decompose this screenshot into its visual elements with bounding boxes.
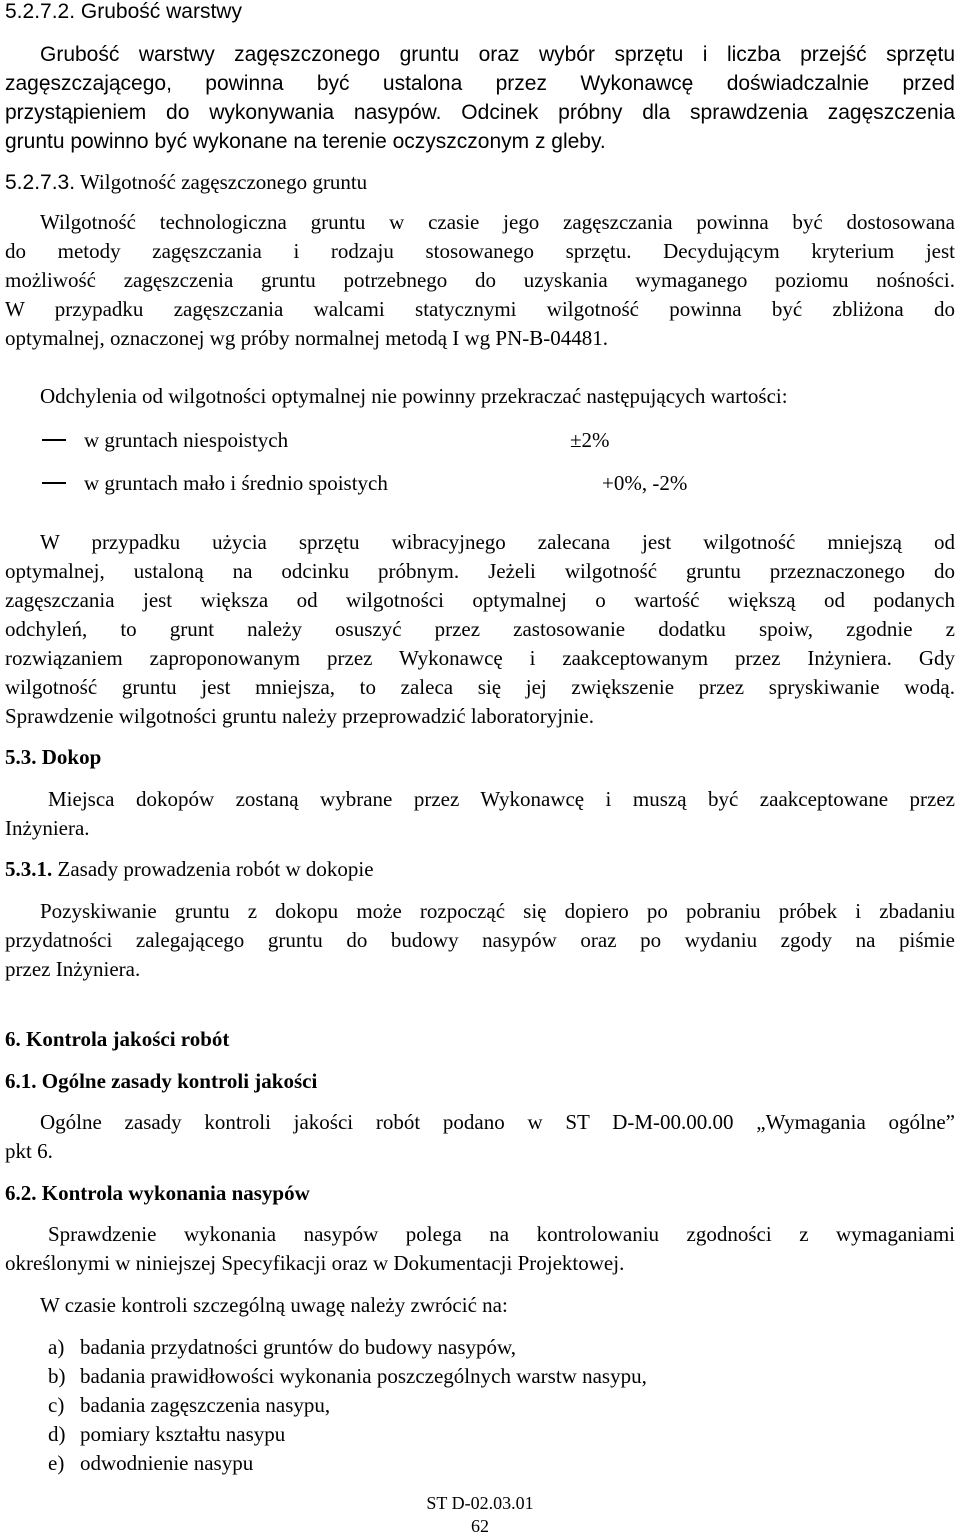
list-marker: a) [48, 1335, 65, 1359]
section-heading-531 [5, 855, 374, 884]
section-heading-62: 6.2. Kontrola wykonania nasypów [5, 1181, 310, 1205]
section-title: Zasady prowadzenia robót w dokopie [57, 857, 374, 881]
list-item [48, 1449, 253, 1478]
paragraph-line: Miejsca dokopów zostaną wybrane przez Wykonawcę i muszą być zaakceptowane przez [48, 787, 955, 811]
paragraph-line: optymalnej, oznaczonej wg próby normalnej metodą I wg PN-B-04481. [5, 326, 609, 350]
dash-bullet [42, 482, 66, 484]
section-heading-53: 5.3. Dokop [5, 745, 102, 769]
section-number: 5.3.1. [5, 857, 53, 881]
list-marker: b) [48, 1364, 66, 1388]
paragraph-line: Ogólne zasady kontroli jakości robót podano w ST D-M-00.00.00 „Wymagania ogólne” [40, 1110, 955, 1134]
deviation-label: w gruntach niespoistych [84, 428, 289, 452]
paragraph-line: Pozyskiwanie gruntu z dokopu może rozpocząć się dopiero po pobraniu próbek i zbadaniu [40, 899, 955, 923]
dash-bullet [42, 439, 66, 441]
paragraph-line: Sprawdzenie wilgotności gruntu należy przeprowadzić laboratoryjnie. [5, 704, 594, 728]
list-item [48, 1333, 516, 1362]
list-marker: d) [48, 1422, 66, 1446]
list-text: odwodnienie nasypu [80, 1451, 254, 1475]
paragraph-line: Wilgotność technologiczna gruntu w czasie jego zagęszczania powinna być dostosowana [40, 210, 955, 234]
section-title: Wilgotność zagęszczonego gruntu [79, 170, 368, 194]
list-item [48, 1362, 647, 1391]
list-text: badania przydatności gruntów do budowy nasypów, [80, 1335, 517, 1359]
list-item [48, 1391, 330, 1420]
paragraph-line: zagęszczania jest większa od wilgotności optymalnej o wartość większą od podanych [5, 588, 955, 612]
deviation-item [42, 426, 288, 455]
list-text: pomiary kształtu nasypu [80, 1422, 286, 1446]
deviation-item [42, 469, 388, 498]
paragraph-line: rozwiązaniem zaproponowanym przez Wykonawcę i zaakceptowanym przez Inżyniera. Gdy [5, 646, 955, 670]
deviation-intro: Odchylenia od wilgotności optymalnej nie powinny przekraczać następujących wartości: [40, 384, 788, 408]
section-heading-61: 6.1. Ogólne zasady kontroli jakości [5, 1069, 318, 1093]
page-number: 62 [471, 1516, 489, 1536]
section-heading-5272 [5, 0, 242, 26]
list-item [48, 1420, 285, 1449]
list-text: badania zagęszczenia nasypu, [80, 1393, 331, 1417]
paragraph-line: odchyleń, to grunt należy osuszyć przez zastosowanie dodatku spoiw, zgodnie z [5, 617, 955, 641]
list-marker: c) [48, 1393, 65, 1417]
list-marker: e) [48, 1451, 65, 1475]
paragraph-line: W przypadku użycia sprzętu wibracyjnego zalecana jest wilgotność mniejszą od [40, 530, 955, 554]
section-heading-5273 [5, 168, 367, 197]
section-number: 5.2.7.3. [5, 171, 76, 194]
footer-doc-code: ST D-02.03.01 [426, 1493, 534, 1513]
paragraph-line: określonymi w niniejszej Specyfikacji oraz w Dokumentacji Projektowej. [5, 1251, 625, 1275]
section-title: Grubość warstwy [80, 0, 242, 23]
paragraph-line: do metody zagęszczania i rodzaju stosowanego sprzętu. Decydującym kryterium jest [5, 239, 955, 263]
attention-intro: W czasie kontroli szczególną uwagę należy zwrócić na: [40, 1293, 508, 1317]
paragraph-line: W przypadku zagęszczania walcami statycznymi wilgotność powinna być zbliżona do [5, 297, 955, 321]
paragraph-line: zagęszczającego, powinna być ustalona przez Wykonawcę doświadczalnie przed [5, 72, 955, 95]
paragraph-line: Grubość warstwy zagęszczonego gruntu oraz wybór sprzętu i liczba przejść sprzętu [40, 43, 955, 66]
paragraph-line: przystąpieniem do wykonywania nasypów. Odcinek próbny dla sprawdzenia zagęszczenia [5, 101, 955, 124]
deviation-value: ±2% [570, 428, 610, 452]
section-heading-6: 6. Kontrola jakości robót [5, 1027, 230, 1051]
paragraph-line: optymalnej, ustaloną na odcinku próbnym. Jeżeli wilgotność gruntu przeznaczonego do [5, 559, 955, 583]
paragraph-line: przydatności zalegającego gruntu do budowy nasypów oraz po wydaniu zgody na piśmie [5, 928, 955, 952]
paragraph-line: możliwość zagęszczenia gruntu potrzebnego do uzyskania wymaganego poziomu nośności. [5, 268, 955, 292]
paragraph-line: przez Inżyniera. [5, 957, 141, 981]
deviation-label: w gruntach mało i średnio spoistych [84, 471, 388, 495]
paragraph-line: gruntu powinno być wykonane na terenie oczyszczonym z gleby. [5, 130, 606, 153]
deviation-value: +0%, -2% [602, 471, 688, 495]
paragraph-line: pkt 6. [5, 1139, 53, 1163]
paragraph-line: Sprawdzenie wykonania nasypów polega na kontrolowaniu zgodności z wymaganiami [48, 1222, 955, 1246]
list-text: badania prawidłowości wykonania poszczególnych warstw nasypu, [80, 1364, 647, 1388]
section-number: 5.2.7.2. [5, 0, 76, 23]
paragraph-line: Inżyniera. [5, 816, 90, 840]
paragraph-line: wilgotność gruntu jest mniejsza, to zaleca się jej zwiększenie przez spryskiwanie wodą. [5, 675, 955, 699]
